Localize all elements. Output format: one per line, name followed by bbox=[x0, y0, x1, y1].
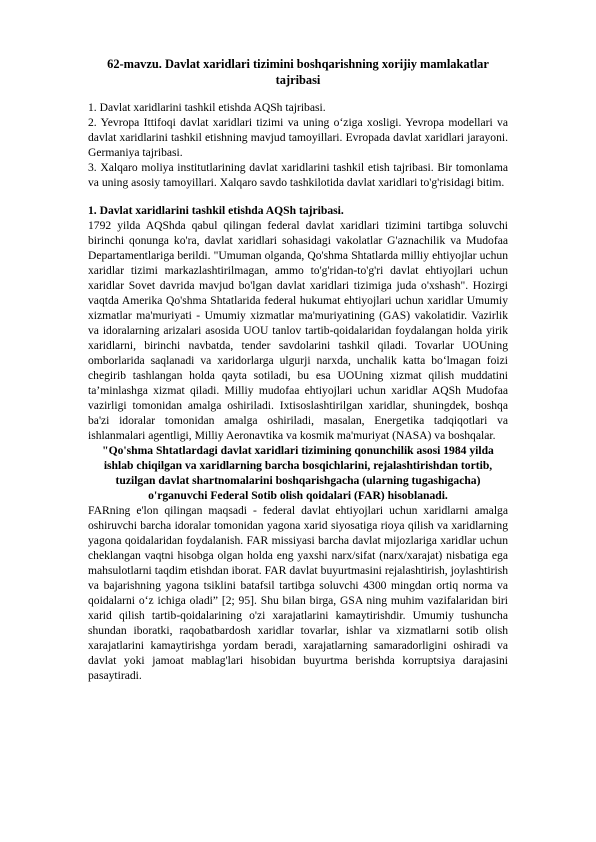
outline-item-1: 1. Davlat xaridlarini tashkil etishda AQSh tajribasi. bbox=[88, 101, 326, 114]
section-heading: 1. Davlat xaridlarini tashkil etishda AQSh tajribasi. bbox=[88, 204, 344, 217]
topic-outline bbox=[88, 100, 508, 190]
section-subheading: "Qo'shma Shtatlardagi davlat xaridlari tizimining qonunchilik asosi 1984 yilda ishlab chiqilgan va xaridlarning barcha bosqichlarini, rejalashtirishdan tortib, tuzilgan davlat shartnomalarini boshqarishgacha (ularning tugashigacha) o'rganuvchi Federal Sotib olish qoidalari (FAR) hisoblanadi. bbox=[102, 444, 494, 502]
document-page bbox=[88, 56, 508, 683]
section-paragraph-2: FARning e'lon qilingan maqsadi - federal davlat ehtiyojlari uchun xaridlarni amalga oshiruvchi barcha idoralar tomonidan yagona xarid siyosatiga rioya qilish va xaridlarning yagona qoidalaridan foydalanish. FAR missiyasi barcha davlat mijozlariga xaridlar uchun cheklangan vaqtni hisobga olgan holda eng yaxshi narx/sifat (narx/xarajat) nisbatiga ega mahsulotlarni taqdim etishdan iborat. FAR davlat buyurtmasini rejalashtirish, joylashtirish va bajarishning yagona tsiklini batafsil tartibga soluvchi 4300 mingdan ortiq norma va qoidalarni o‘z ichiga oladi” [2; 95]. Shu bilan birga, GSA ning muhim vazifalaridan biri xarid qilish tartib-qoidalarining o'zi xarajatlarini kamaytirishdir. Umumiy tushuncha shundan iboratki, raqobatbardosh xaridlar tovarlar, ishlar va xizmatlarni sotib olish xarajatlarini kamaytirishga yordam beradi, xarajatlarning samaradorligini oshiradi va davlat yoki jamoat mablag'lari hisobidan buyurtma berishda korruptsiya darajasini pasaytiradi. bbox=[88, 504, 508, 682]
outline-item-2: 2. Yevropa Ittifoqi davlat xaridlari tizimi va uning o‘ziga xosligi. Yevropa modellari va davlat xaridlarini tashkil etishning mavjud tamoyillari. Evropada davlat xaridlari jarayoni. Germaniya tajribasi. bbox=[88, 116, 508, 159]
page-title: 62-mavzu. Davlat xaridlari tizimini boshqarishning xorijiy mamlakatlar tajribasi bbox=[107, 57, 489, 87]
section-paragraph-1: 1792 yilda AQShda qabul qilingan federal davlat xaridlari tizimini tartibga soluvchi birinchi qonunga ko'ra, davlat xaridlari sohasidagi vakolatlar G'aznachilik va Mudofaa Departamentlariga berildi. "Umuman olganda, Qo'shma Shtatlarda milliy ehtiyojlar uchun xaridlar tizimi markazlashtirilmagan, ammo to'g'ridan-to'g'ri davlat ehtiyojlari uchun xaridlar Sovet davrida mavjud bo'lgan davlat xaridlari tizimiga juda o'xshash". Hozirgi vaqtda Amerika Qo'shma Shtatlarida federal hukumat ehtiyojlari uchun xaridlar Umumiy xizmatlar ma'muriyati - Umumiy xizmatlar ma'muriyatining (GAS) vakolatidir. Vazirlik va idoralarning arizalari asosida UOU tanlov tartib-qoidalaridan foydalangan holda yirik xaridlarni, birinchi navbatda, tender savdolarini tashkil qiladi. Tovarlar UOUning omborlarida saqlanadi va xaridorlarga ulgurji narxda, unchalik katta bo‘lmagan foizi chegirib tashlangan holda qayta sotiladi, bu esa UOUning xizmat qilish muddatini ta’minlashga xizmat qiladi. Milliy mudofaa ehtiyojlari uchun xaridlar AQSh Mudofaa vazirligi tomonidan amalga oshiriladi. Ixtisoslashtirilgan xaridlar, shuningdek, boshqa ba'zi idoralar tomonidan amalga oshiriladi, masalan, Energetika tadqiqotlari va ishlanmalari agentligi, Milliy Aeronavtika va kosmik ma'muriyat (NASA) va boshqalar. bbox=[88, 219, 508, 442]
outline-item-3: 3. Xalqaro moliya institutlarining davlat xaridlarini tashkil etish tajribasi. Bir tomonlama va uning asosiy tamoyillari. Xalqaro savdo tashkilotida davlat xaridlari to'g'risidagi bitim. bbox=[88, 161, 508, 189]
